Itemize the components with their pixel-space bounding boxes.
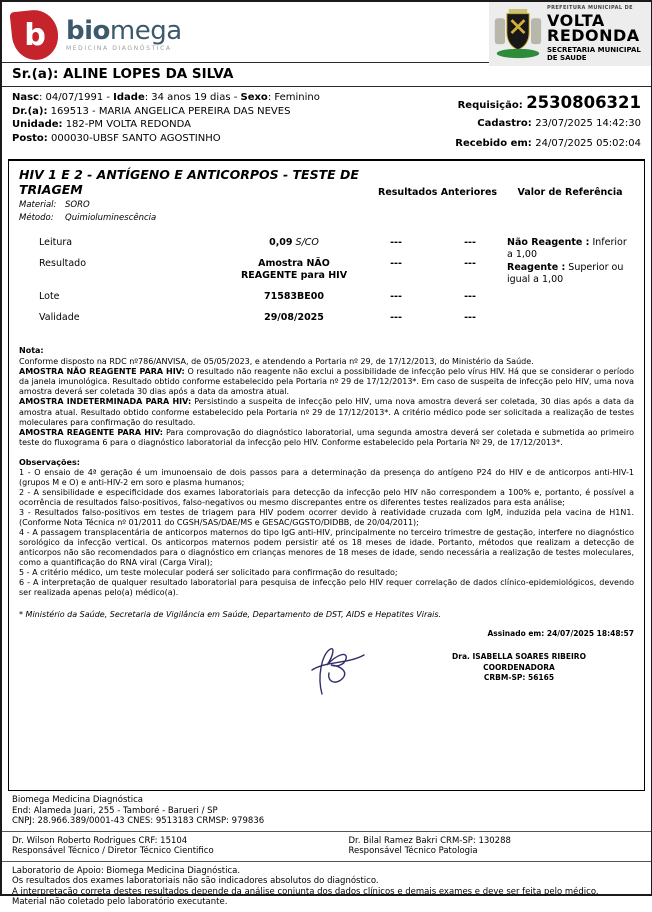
requisition-block	[391, 91, 641, 153]
row-label: Validade	[39, 311, 80, 323]
row-label: Leitura	[39, 237, 73, 248]
patient-name-label: Sr.(a):	[12, 66, 64, 82]
biomega-tagline: MEDICINA DIAGNÓSTICA	[66, 45, 172, 52]
patient-line-demographics: Nasc: 04/07/1991 - Idade: 34 anos 19 dias - Sexo: Feminino	[12, 92, 320, 103]
previous-result-1: ---	[390, 237, 402, 248]
disclaimer-line: Laboratorio de Apoio: Biomega Medicina Diagnóstica.	[12, 865, 241, 876]
requisition-number: 2530806321	[526, 93, 641, 112]
header	[2, 2, 651, 62]
municipality-line1: PREFEITURA MUNICIPAL DE	[547, 5, 633, 12]
table-row-resultado	[19, 258, 507, 282]
patient-line-post: Posto: 000030-UBSF SANTO AGOSTINHO	[12, 132, 221, 144]
nota-section	[19, 346, 634, 448]
patient-line-unit: Unidade: 182-PM VOLTA REDONDA	[12, 119, 191, 130]
column-header-previous-results: Resultados Anteriores	[378, 187, 498, 198]
row-value: 71583BE00	[263, 290, 324, 302]
previous-result-2: ---	[464, 290, 476, 302]
droplet-letter: b	[24, 17, 46, 53]
requisition-number-line: Requisição: 2530806321	[457, 93, 641, 112]
signer-registry: CRBM-SP: 56165	[483, 673, 555, 683]
previous-result-2: ---	[464, 237, 476, 248]
biomega-wordmark	[66, 18, 182, 52]
observacao-item: 4 - A passagem transplacentária de anticorpos maternos do tipo IgG anti-HIV, principalmente no terceiro trimestre de gestação, interfere no diagnóstico sorológico da infecção vertical. Os anticorpos maternos podem persistir até os 18 meses de idade. Portanto, métodos que realizam a detecção de anticorpos não são recomendados para o diagnóstico em crianças menores de 18 meses de idade, sendo necessária a realização de testes moleculares, como a quantificação do RNA viral (Carga Viral);	[19, 528, 634, 568]
nota-paragraph-reagente: AMOSTRA REAGENTE PARA HIV: Para comprovação do diagnóstico laboratorial, uma segunda amostra deverá ser coletada e submetida ao primeiro teste do fluxograma 6 para o diagnóstico laboratorial da infecção pelo HIV. Conforme estabelecido pela Portaria Nº 29, de 17/12/2013*.	[19, 428, 634, 448]
signed-timestamp: Assinado em: 24/07/2025 18:48:57	[487, 629, 634, 639]
lab-address-block	[2, 791, 651, 831]
patient-details	[12, 91, 391, 153]
table-row-validade	[19, 312, 507, 324]
signer-name: Dra. ISABELLA SOARES RIBEIRO	[452, 652, 586, 662]
row-value: 29/08/2025	[264, 311, 324, 323]
nota-heading: Nota:	[19, 346, 44, 356]
observacoes-section	[19, 458, 634, 598]
previous-result-1: ---	[390, 257, 402, 269]
tech1-role: Responsável Técnico / Diretor Técnico Cientifico	[12, 846, 214, 856]
signer-block	[404, 642, 634, 684]
municipality-line2: VOLTA	[547, 11, 605, 31]
exam-method-line: Método: Quimioluminescência	[19, 213, 157, 223]
nota-intro: Conforme disposto na RDC nº786/ANVISA, de 05/05/2023, e atendendo a Portaria nº 29, de 17/12/2013, do Ministério da Saúde.	[19, 356, 534, 366]
patient-info-section	[2, 87, 651, 159]
disclaimer-line: Material não coletado pelo laboratório executante.	[12, 897, 228, 907]
previous-result-2: ---	[464, 257, 476, 269]
patient-name: ALINE LOPES DA SILVA	[63, 66, 234, 82]
previous-result-1: ---	[390, 311, 402, 323]
exam-header	[19, 167, 634, 223]
biomega-name-light: mega	[109, 16, 182, 46]
previous-result-1: ---	[390, 290, 402, 302]
reference-values	[507, 237, 634, 332]
signature-ink-icon	[306, 642, 370, 704]
municipality-line3: REDONDA	[547, 26, 640, 46]
column-header-reference-value: Valor de Referência	[517, 187, 623, 198]
row-label: Lote	[39, 290, 60, 302]
lab-address: End: Alameda Juari, 255 - Tamboré - Barueri / SP	[12, 805, 218, 816]
observacoes-heading: Observações:	[19, 458, 80, 468]
exam-title-block	[19, 167, 369, 223]
observacao-item: 5 - A critério médico, um teste molecular poderá ser solicitado para confirmação do resultado;	[19, 568, 398, 578]
table-row-lote	[19, 291, 507, 303]
biomega-name	[66, 18, 182, 44]
requisition-recebido-line: Recebido em: 24/07/2025 05:02:04	[455, 138, 641, 149]
reference-reagente: Reagente : Superior ou igual a 1,00	[507, 261, 624, 286]
biomega-droplet-icon	[10, 8, 61, 63]
tech2-name: Dr. Bilal Ramez Bakri CRM-SP: 130288	[348, 835, 511, 846]
nota-paragraph-nao-reagente: AMOSTRA NÃO REAGENTE PARA HIV: O resultado não reagente não exclui a possibilidade de infecção pelo vírus HIV. Há que se considerar o período da janela imunológica. Resultado obtido conforme estabelecido pela Portaria nº 29 de 17/12/2013*. Em caso de suspeita de infecção pelo HIV, uma nova amostra deverá ser coletada 30 dias após a data da amostra atual.	[19, 366, 634, 397]
exam-rows	[19, 237, 507, 332]
observacao-item: 3 - Resultados falso-positivos em testes de triagem para HIV podem ocorrer devido à reatividade cruzada com IgM, induzida pela vacina de H1N1. (Conforme Nota Técnica nº 01/2011 do CGSH/SAS/DAE/MS e GESAC/GGSTO/DIDBB, de 20/04/2011);	[19, 508, 634, 528]
tech2-role: Responsável Técnico Patologia	[348, 846, 478, 856]
tech-responsible-1	[12, 836, 327, 857]
row-label: Resultado	[39, 257, 87, 269]
technical-responsibles-block	[2, 831, 651, 861]
coat-of-arms-icon	[493, 7, 543, 61]
requisition-cadastro-line: Cadastro: 23/07/2025 14:42:30	[477, 118, 641, 129]
lab-disclaimer-block	[2, 861, 651, 912]
lab-company-name: Biomega Medicina Diagnóstica	[12, 795, 143, 805]
exam-material-line: Material: SORO	[19, 200, 90, 210]
row-unit: S/CO	[292, 237, 319, 248]
patient-name-bar	[2, 63, 651, 86]
tech-responsible-2	[327, 836, 642, 857]
observacao-item: 2 - A sensibilidade e especificidade dos exames laboratoriais para detecção da infecção pelo HIV não correspondem a 100% e, portanto, é possível a ocorrência de resultados falso-positivos, falso-negativos ou mesmo discrepantes entre os diferentes testes realizados para esta análise;	[19, 488, 634, 508]
exam-result-box	[8, 159, 645, 791]
observacao-item: 1 - O ensaio de 4ª geração é um imunoensaio de dois passos para a determinação da presença do antígeno P24 do HIV e de anticorpos anti-HIV-1 (grupos M e O) e anti-HIV-2 em soro e plasma humanos;	[19, 468, 634, 488]
biomega-name-bold: bio	[66, 16, 110, 46]
reference-nao-reagente: Não Reagente : Inferior a 1,00	[507, 237, 627, 261]
municipality-line4: SECRETARIA MUNICIPAL DE SAUDE	[547, 45, 641, 62]
exam-body	[19, 237, 634, 332]
ministry-footnote: * Ministério da Saúde, Secretaria de Vigilância em Saúde, Departamento de DST, AIDS e Hepatites Virais.	[19, 610, 442, 620]
municipality-logo	[489, 2, 651, 66]
signature-row	[19, 642, 634, 704]
tech1-name: Dr. Wilson Roberto Rodrigues CRF: 15104	[12, 835, 188, 846]
table-row-leitura	[19, 237, 507, 249]
observacao-item: 6 - A interpretação de qualquer resultado laboratorial para pesquisa de infecção pelo HIV requer correlação de dados clínico-epidemiológicos, devendo ser realizada apenas pelo(a) médico(a).	[19, 578, 634, 598]
lab-registry: CNPJ: 28.966.389/0001-43 CNES: 9513183 CRMSP: 979836	[12, 816, 265, 826]
previous-result-2: ---	[464, 311, 476, 323]
row-value: 0,09 S/CO	[269, 237, 319, 248]
nota-paragraph-indeterminada: AMOSTRA INDETERMINADA PARA HIV: Persistindo a suspeita de infecção pelo HIV, uma nova amostra deverá ser coletada, 30 dias após a data da amostra atual. Resultado obtido conforme estabelecido pela Portaria nº 29 de 17/12/2013*. A critério médico pode ser solicitada a realização de testes moleculares para confirmação do resultado.	[19, 397, 634, 427]
patient-line-doctor: Dr.(a): 169513 - MARIA ANGELICA PEREIRA DAS NEVES	[12, 105, 291, 117]
exam-title: HIV 1 E 2 - ANTÍGENO E ANTICORPOS - TESTE DE TRIAGEM	[19, 167, 359, 197]
footer	[2, 791, 651, 912]
disclaimer-line: Os resultados dos exames laboratoriais não são indicadores absolutos do diagnóstico.	[12, 876, 379, 886]
row-value: Amostra NÃO REAGENTE para HIV	[240, 257, 348, 281]
disclaimer-line: A interpretação correta destes resultados depende da análise conjunta dos dados clínicos e demais exames e deve ser feita pelo médico.	[12, 886, 599, 897]
municipality-text	[547, 6, 641, 61]
signer-role: COORDENADORA	[483, 662, 555, 672]
